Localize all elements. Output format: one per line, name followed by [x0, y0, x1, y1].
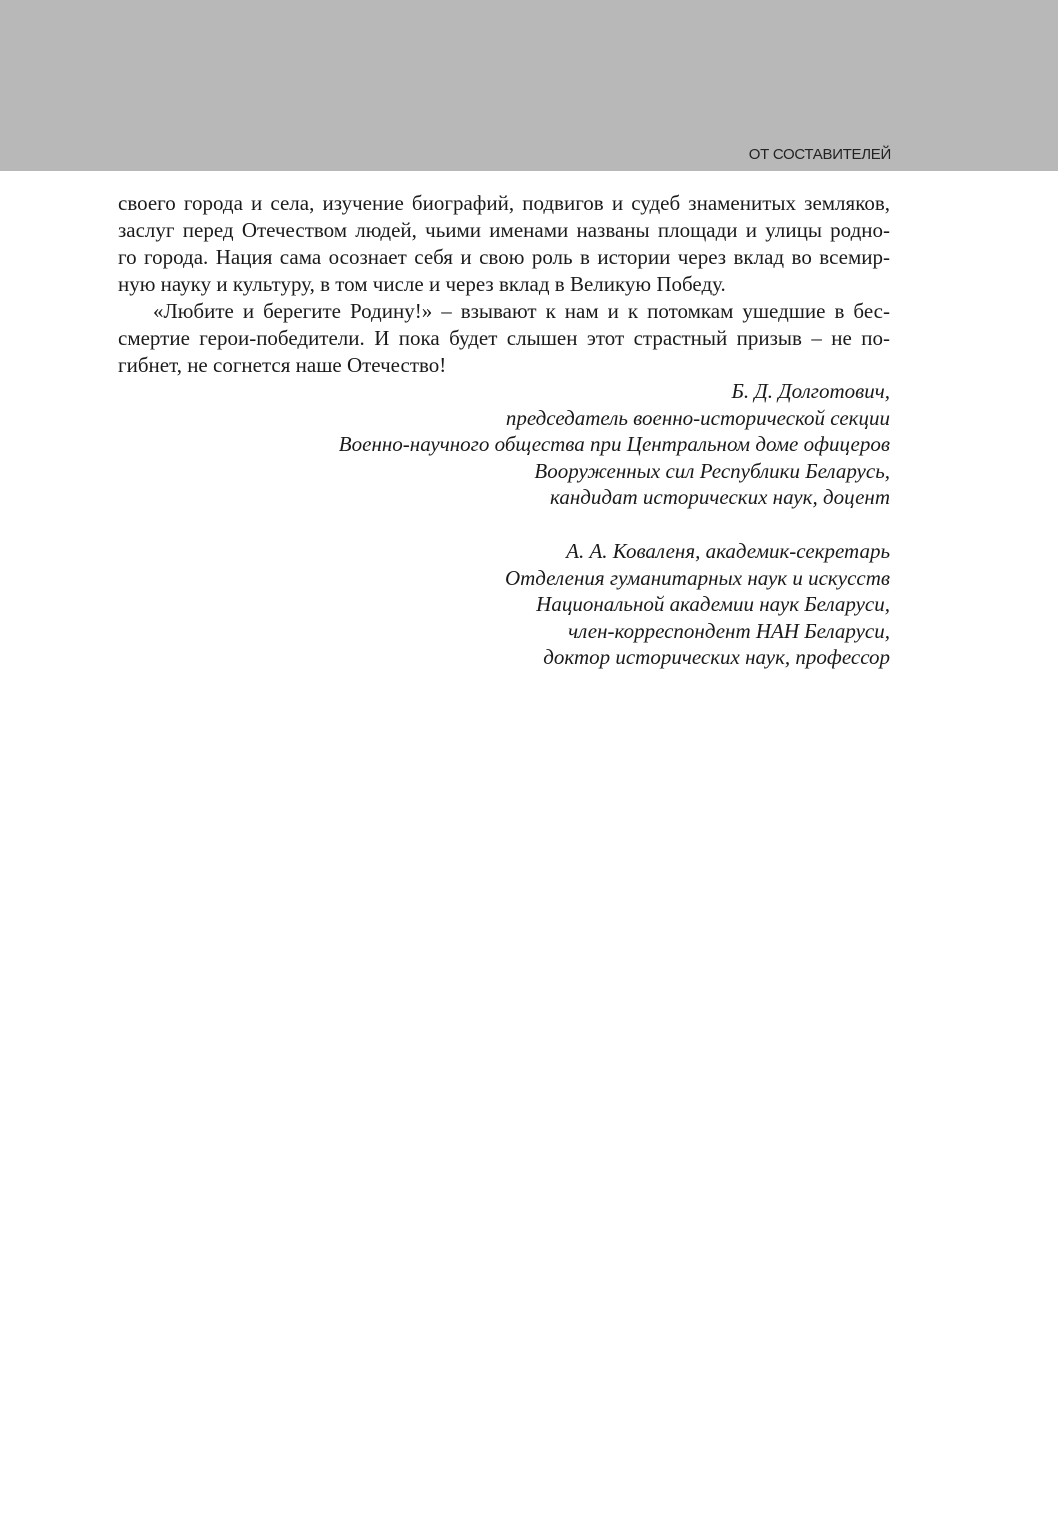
- signature-title-line: член-корреспондент НАН Беларуси,: [568, 618, 890, 643]
- body-text: [118, 190, 890, 379]
- signature-name: А. А. Коваленя, академик-секретарь: [566, 539, 890, 563]
- paragraph-line: «Любите и берегите Родину!» – взывают к нам и к потомкам ушедшие в бес-: [153, 299, 890, 323]
- signature-name: Б. Д. Долготович,: [731, 379, 890, 403]
- signature-block-dolgotovich: [118, 378, 890, 511]
- signature-title-line: председатель военно-исторической секции: [505, 405, 890, 430]
- signature-block-kovalenya: [118, 538, 890, 671]
- paragraph-line: ную науку и культуру, в том числе и через вклад в Великую Победу.: [118, 272, 726, 296]
- signature-degree-line: кандидат исторических наук, доцент: [550, 485, 890, 509]
- signature-title-line: Отделения гуманитарных наук и искусств: [504, 565, 890, 590]
- signature-title-line: Вооруженных сил Республики Беларусь,: [534, 458, 890, 483]
- signature-degree-line: доктор исторических наук, профессор: [543, 645, 890, 669]
- header-band: [0, 0, 1058, 171]
- paragraph-line: гибнет, не согнется наше Отечество!: [118, 353, 447, 377]
- paragraph-line: смертие герои-победители. И пока будет слышен этот страстный призыв – не по-: [118, 326, 890, 350]
- signature-title-line: Национальной академии наук Беларуси,: [536, 592, 890, 616]
- signature-title-line: Военно-научного общества при Центральном доме офицеров: [338, 432, 890, 456]
- paragraph-line: го города. Нация сама осознает себя и свою роль в истории через вклад во всемир-: [118, 245, 890, 269]
- paragraph-1: [118, 190, 890, 298]
- running-head: ОТ СОСТАВИТЕЛЕЙ: [748, 146, 891, 163]
- paragraph-line: своего города и села, изучение биографий, подвигов и судеб знаменитых земляков,: [118, 191, 890, 215]
- paragraph-line: заслуг перед Отечеством людей, чьими именами названы площади и улицы родно-: [118, 218, 890, 242]
- paragraph-2: [118, 298, 890, 379]
